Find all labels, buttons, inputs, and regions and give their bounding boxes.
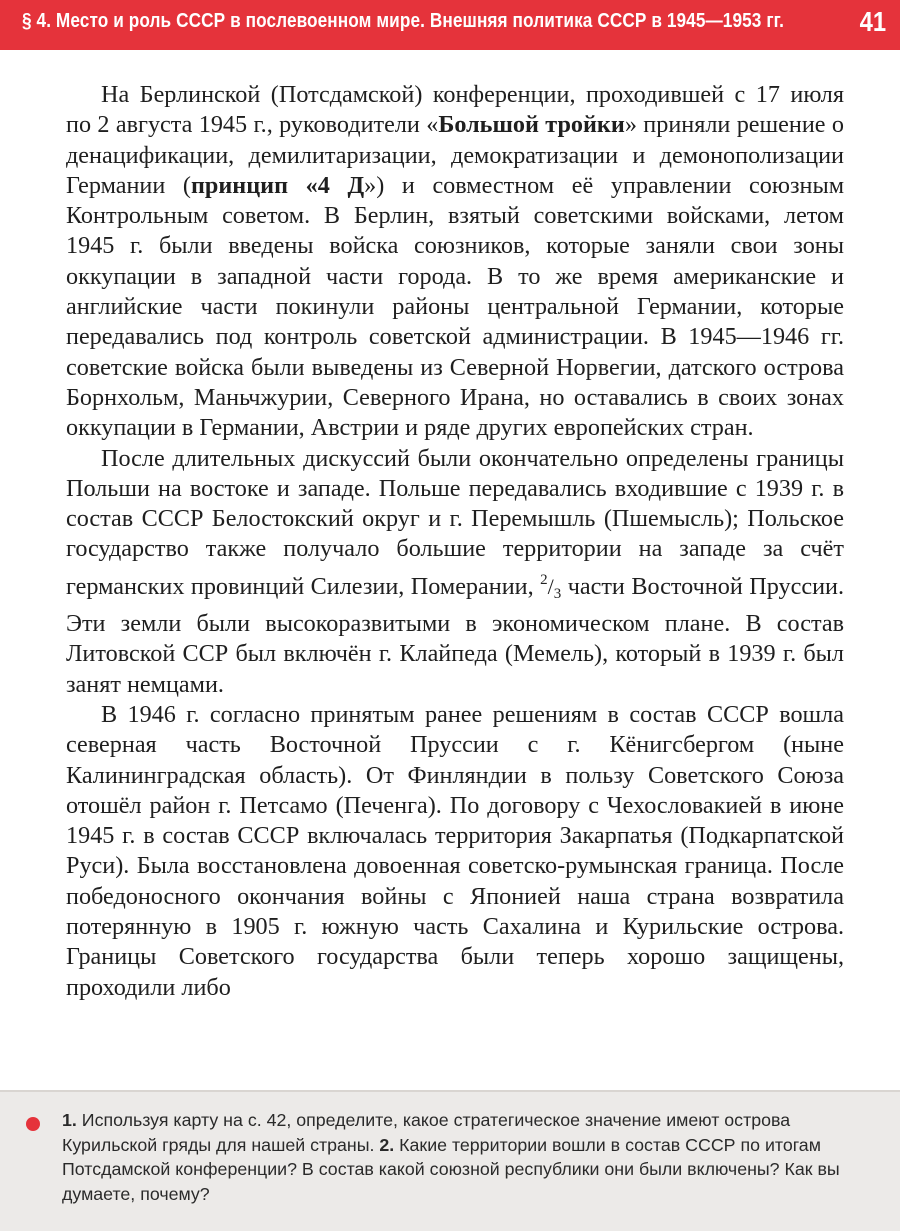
paragraph-potsdam	[66, 80, 844, 444]
paragraph-text: части Восточной Пруссии. Эти земли были высокоразвитыми в экономическом плане. В состав Литовской ССР был включён г. Клайпеда (Мемель), который в 1939 г. был занят немцами.	[66, 572, 845, 698]
page-number: 41	[859, 6, 886, 37]
divider	[0, 1090, 900, 1092]
paragraph-text: ») и совместном её управлении союзным Контрольным советом. В Берлин, взятый советскими войсками, летом 1945 г. были введены войска союзников, которые заняли свои зоны оккупации в западной части города. В то же время американские и английские части покинули районы центральной Германии, которые передавались под контроль советской администрации. В 1945—1946 гг. советские войска были выведены из Северной Норвегии, датского острова Борнхольм, Маньчжурии, Северного Ирана, но оставались в своих зонах оккупации в Германии, Австрии и ряде других европейских стран.	[66, 171, 844, 442]
main-text	[66, 80, 844, 1003]
paragraph-text: На Берлинской (Потсдамской) конференции, проходившей с 17 июля по 2 августа 1945 г., руководители «	[66, 81, 844, 139]
paragraph-text: » приняли решение о денацификации, демилитаризации, демократизации и демонополизации Германии (	[66, 111, 844, 199]
fraction-two-thirds: 2/3	[540, 571, 562, 602]
bold-term-4d-principle: принцип «4 Д	[190, 171, 365, 199]
bullet-dot-icon	[26, 1117, 40, 1131]
question-text: Какие территории вошли в состав СССР по итогам Потсдамской конференции? В состав какой союзной республики они были включены? Как вы думаете, почему?	[62, 1134, 840, 1204]
paragraph-ussr-territories: В 1946 г. согласно принятым ранее решениям в состав СССР вошла северная часть Восточной Пруссии с г. Кёнигсбергом (ныне Калининградская область). От Финляндии в пользу Советского Союза отошёл район г. Петсамо (Печенга). По договору с Чехословакией в июне 1945 г. в состав СССР включалась территория Закарпатья (Подкарпатской Руси). Была восстановлена довоенная советско-румынская граница. После победоносного окончания войны с Японией наша страна возвратила потерянную в 1905 г. южную часть Сахалина и Курильские острова. Границы Советского государства были теперь хорошо защищены, проходили либо	[66, 700, 844, 1001]
paragraph-poland-borders	[66, 444, 844, 700]
question-text: Используя карту на с. 42, определите, какое стратегическое значение имеют острова Курильской гряды для нашей страны.	[62, 1110, 791, 1155]
chapter-header	[0, 0, 900, 50]
questions-box	[0, 1090, 900, 1231]
bold-term-big-three: Большой тройки	[438, 111, 625, 139]
paragraph-text: После длительных дискуссий были окончательно определены границы Польши на востоке и западе. Польше передавались входившие с 1939 г. в состав СССР Белостокский округ и г. Перемышль (Пшемысль); Польское государство также получало большие территории на западе за счёт германских провинций Силезии, Померании,	[66, 444, 844, 600]
question-number: 1.	[62, 1110, 77, 1130]
questions-text	[62, 1108, 890, 1206]
chapter-title: § 4. Место и роль СССР в послевоенном мире. Внешняя политика СССР в 1945—1953 гг.	[22, 9, 784, 32]
question-number: 2.	[379, 1134, 395, 1155]
